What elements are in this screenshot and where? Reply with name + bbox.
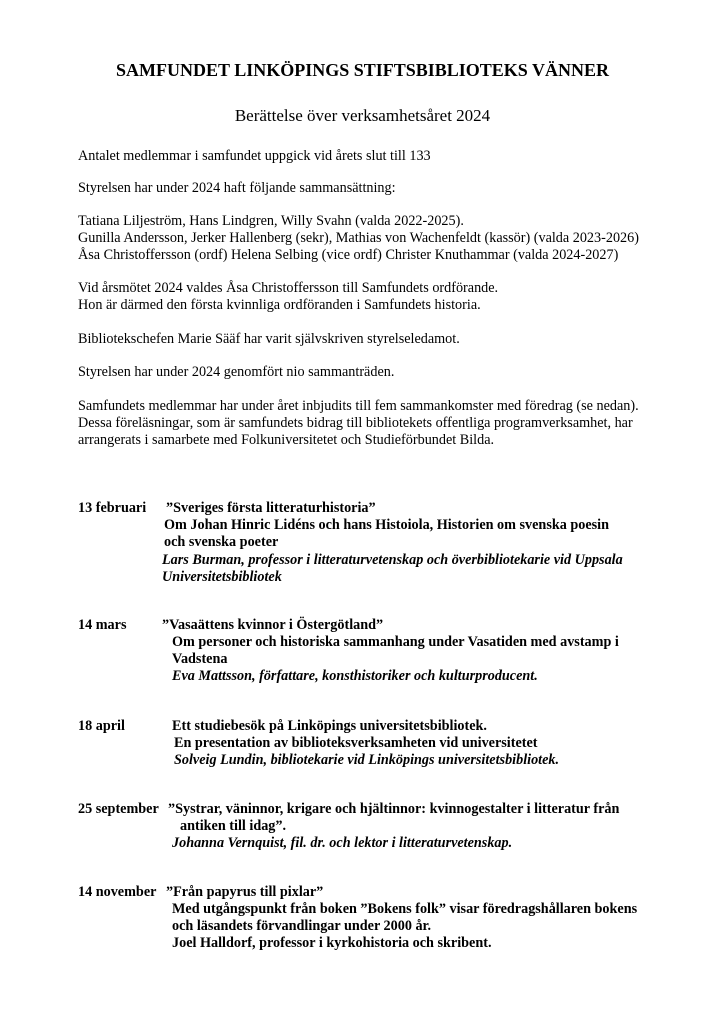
members-text: Antalet medlemmar i samfundet uppgick vid årets slut till 133 — [78, 148, 431, 164]
event-4-speaker-1: Johanna Vernquist, fil. dr. och lektor i litteraturvetenskap. — [172, 835, 513, 851]
board-line-1: Tatiana Liljeström, Hans Lindgren, Willy Svahn (valda 2022-2025). — [78, 213, 464, 229]
event-1-desc-1: Om Johan Hinric Lidéns och hans Histoiola, Historien om svenska poesin — [164, 517, 610, 533]
meetings-text: Styrelsen har under 2024 genomfört nio sammanträden. — [78, 364, 395, 380]
lectures-line-2: Dessa föreläsningar, som är samfundets bidrag till bibliotekets offentliga programverksamhet, har — [78, 415, 633, 431]
event-1-desc-2: och svenska poeter — [164, 534, 279, 550]
event-2-speaker-1: Eva Mattsson, författare, konsthistoriker och kulturproducent. — [172, 668, 538, 684]
event-3-date: 18 april — [78, 718, 125, 734]
event-1-speaker-2: Universitetsbibliotek — [162, 569, 282, 585]
chair-line-1: Vid årsmötet 2024 valdes Åsa Christoffersson till Samfundets ordförande. — [78, 280, 499, 296]
event-3-desc-1: En presentation av biblioteksverksamheten vid universitetet — [174, 735, 538, 751]
lectures-line-1: Samfundets medlemmar har under året inbjudits till fem sammankomster med föredrag (se nedan). — [78, 398, 639, 414]
lectures-line-3: arrangerats i samarbete med Folkuniversitetet och Studieförbundet Bilda. — [78, 432, 495, 448]
board-intro-text: Styrelsen har under 2024 haft följande sammansättning: — [78, 180, 396, 196]
event-1-date: 13 februari — [78, 500, 147, 516]
event-4-title: ”Systrar, väninnor, krigare och hjältinnor: kvinnogestalter i litteratur från — [168, 801, 620, 817]
event-4-desc-1: antiken till idag”. — [180, 818, 287, 834]
event-3-title: Ett studiebesök på Linköpings universitetsbibliotek. — [172, 718, 487, 734]
event-4-date: 25 september — [78, 801, 159, 817]
event-2-desc-2: Vadstena — [172, 651, 228, 667]
event-5-title: ”Från papyrus till pixlar” — [166, 884, 324, 900]
librarian-text: Bibliotekschefen Marie Sääf har varit självskriven styrelseledamot. — [78, 331, 460, 347]
event-2-title: ”Vasaättens kvinnor i Östergötland” — [162, 617, 384, 633]
event-2-desc-1: Om personer och historiska sammanhang under Vasatiden med avstamp i — [172, 634, 619, 650]
event-5-desc-2: och läsandets förvandlingar under 2000 år. — [172, 918, 432, 934]
event-1-title: ”Sveriges första litteraturhistoria” — [166, 500, 376, 516]
page-title: SAMFUNDET LINKÖPINGS STIFTSBIBLIOTEKS VÄNNER — [116, 60, 609, 80]
event-3-speaker-1: Solveig Lundin, bibliotekarie vid Linköpings universitetsbibliotek. — [174, 752, 560, 768]
event-2-date: 14 mars — [78, 617, 127, 633]
page-subtitle: Berättelse över verksamhetsåret 2024 — [234, 106, 491, 125]
event-5-speaker-1: Joel Halldorf, professor i kyrkohistoria och skribent. — [172, 935, 492, 951]
chair-line-2: Hon är därmed den första kvinnliga ordföranden i Samfundets historia. — [78, 297, 481, 313]
board-line-2: Gunilla Andersson, Jerker Hallenberg (sekr), Mathias von Wachenfeldt (kassör) (valda 2023-2026) — [78, 230, 639, 246]
event-5-date: 14 november — [78, 884, 157, 900]
board-line-3: Åsa Christoffersson (ordf) Helena Selbing (vice ordf) Christer Knuthammar (valda 2024-2027) — [78, 247, 619, 263]
event-5-desc-1: Med utgångspunkt från boken ”Bokens folk” visar föredragshållaren bokens — [172, 901, 638, 917]
event-1-speaker-1: Lars Burman, professor i litteraturvetenskap och överbibliotekarie vid Uppsala — [162, 552, 623, 568]
